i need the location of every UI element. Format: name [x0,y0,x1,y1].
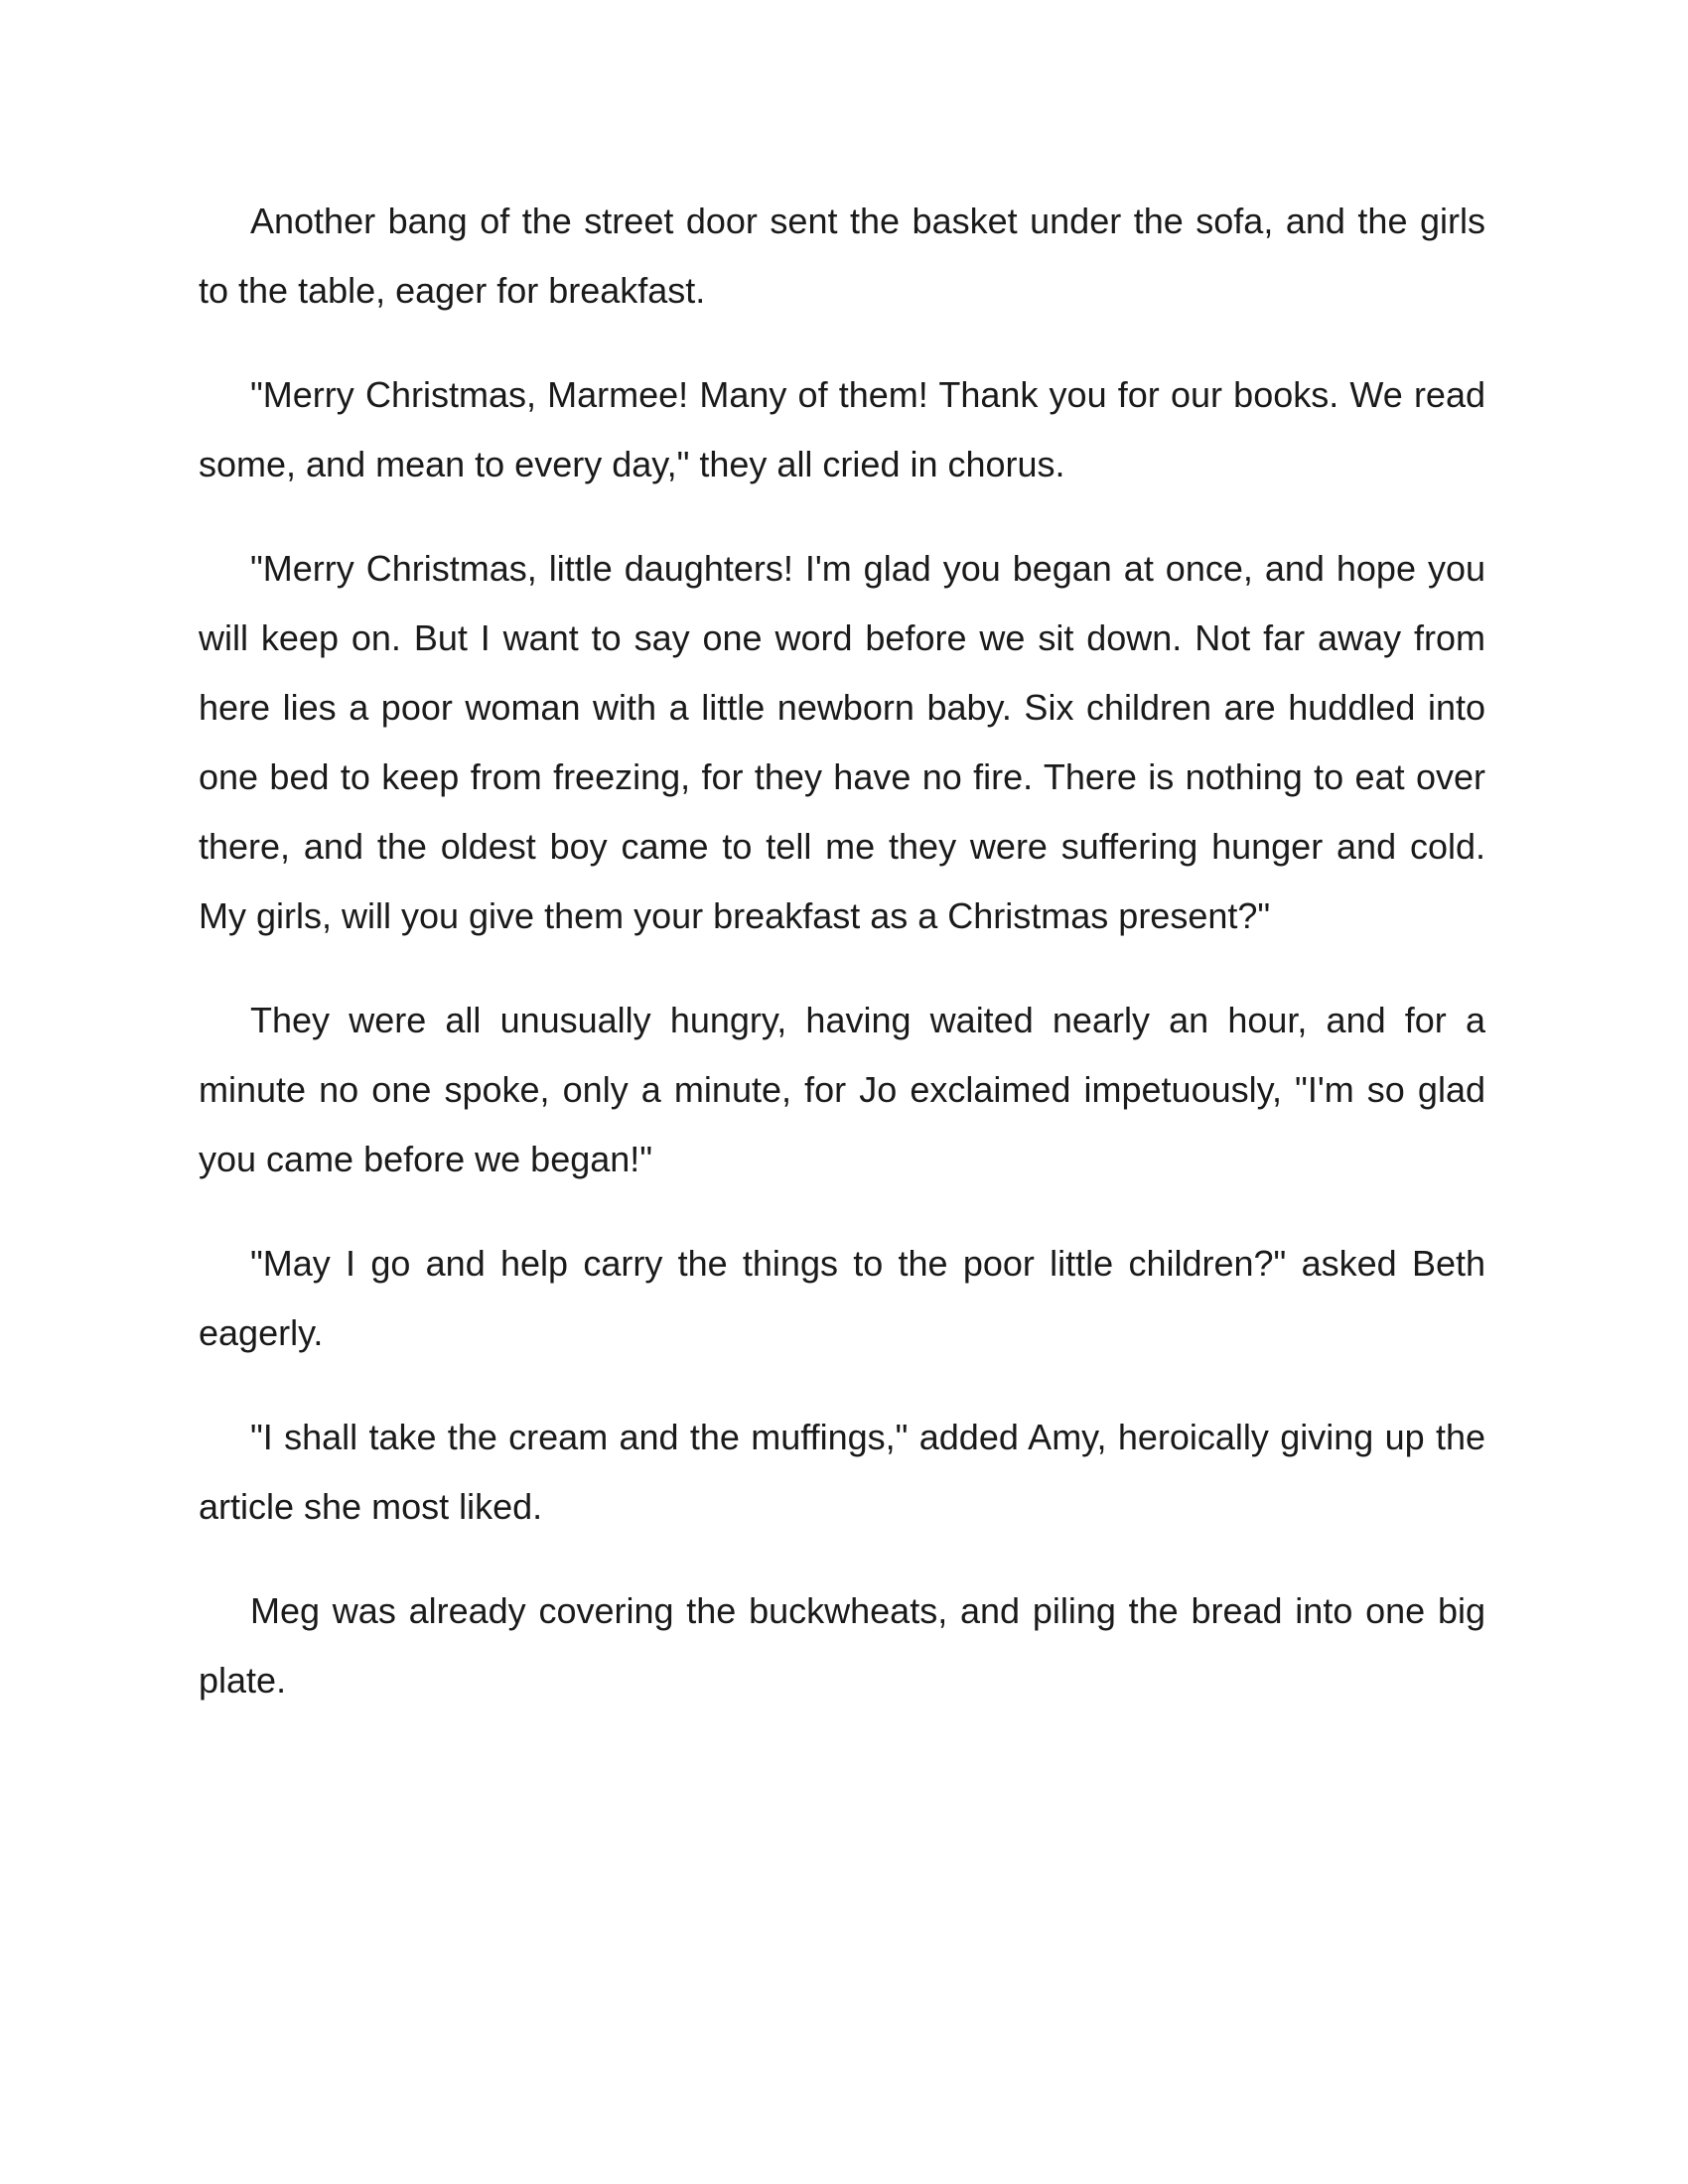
paragraph-7: Meg was already covering the buckwheats, and piling the bread into one big plate. [199,1590,1485,1701]
body-text [199,187,1485,1750]
paragraph-2: "Merry Christmas, Marmee! Many of them! Thank you for our books. We read some, and mean to every day," they all cried in chorus. [199,374,1485,484]
paragraph-1: Another bang of the street door sent the basket under the sofa, and the girls to the table, eager for breakfast. [199,201,1485,311]
paragraph-6: "I shall take the cream and the muffings," added Amy, heroically giving up the article she most liked. [199,1417,1485,1527]
paragraph-3: "Merry Christmas, little daughters! I'm glad you began at once, and hope you will keep on. But I want to say one word before we sit down. Not far away from here lies a poor woman with a little newborn baby. Six children are huddled into one bed to keep from freezing, for they have no fire. There is nothing to eat over there, and the oldest boy came to tell me they were suffering hunger and cold. My girls, will you give them your breakfast as a Christmas present?" [199,548,1485,936]
paragraph-5: "May I go and help carry the things to the poor little children?" asked Beth eagerly. [199,1243,1485,1353]
paragraph-4: They were all unusually hungry, having waited nearly an hour, and for a minute no one spoke, only a minute, for Jo exclaimed impetuously, "I'm so glad you came before we began!" [199,1000,1485,1179]
